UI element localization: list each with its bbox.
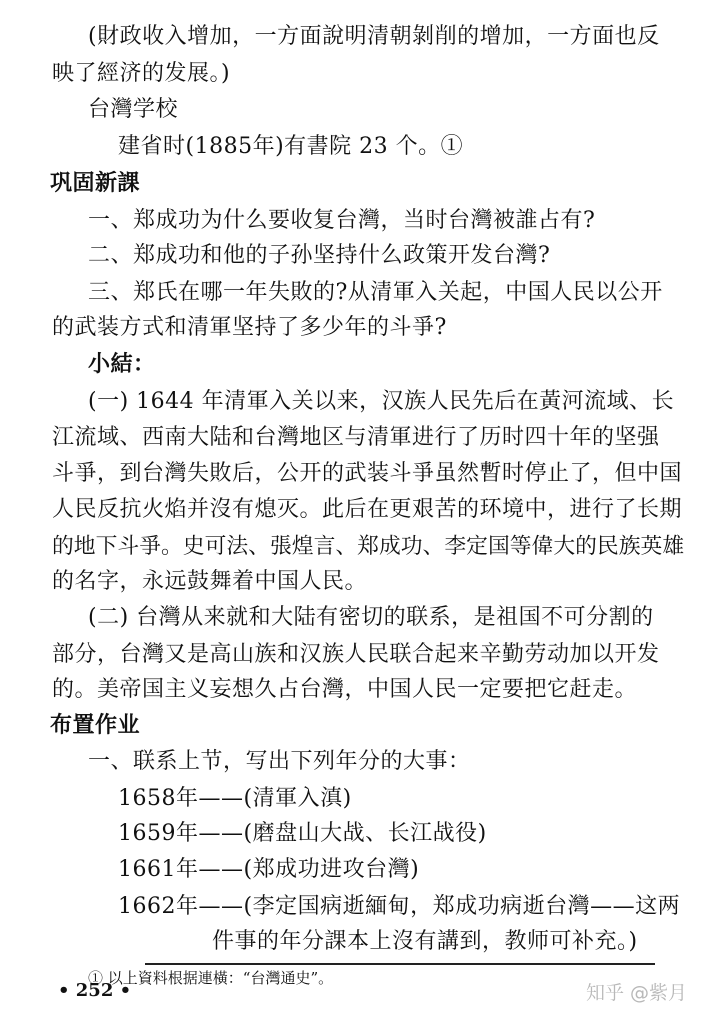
event-1662-line-2: 件事的年分課本上沒有講到，教师可补充。) bbox=[212, 929, 638, 954]
finance-note-line-2: 映了經济的发展。) bbox=[52, 61, 231, 86]
review-question-3-line-1: 三、郑氏在哪一年失敗的?从清軍入关起，中国人民以公开 bbox=[88, 280, 663, 305]
homework-intro: 一、联系上节，写出下列年分的大事： bbox=[88, 749, 471, 774]
watermark: 知乎 @紫月 bbox=[586, 982, 688, 1004]
event-1662-line-1: 1662年——(李定国病逝緬甸，郑成功病逝台灣——这两 bbox=[118, 894, 681, 919]
footnote-divider bbox=[145, 963, 655, 965]
review-question-2: 二、郑成功和他的子孙坚持什么政策开发台灣? bbox=[88, 243, 551, 268]
taiwan-schools-line: 建省时(1885年)有書院 23 个。① bbox=[118, 134, 464, 159]
summary-2-line-3: 的。美帝国主义妄想久占台灣，中国人民一定要把它赶走。 bbox=[52, 677, 638, 702]
event-1659: 1659年——(磨盘山大战、长江战役) bbox=[118, 821, 487, 846]
summary-1-line-4: 人民反抗火焰并沒有熄灭。此后在更艰苦的环境中，进行了长期 bbox=[52, 497, 683, 522]
summary-1-line-3: 斗爭，到台灣失敗后，公开的武装斗爭虽然暫时停止了，但中国 bbox=[52, 461, 683, 486]
summary-2-line-2: 部分，台灣又是高山族和汉族人民联合起来辛勤劳动加以开发 bbox=[52, 642, 660, 667]
summary-2-line-1: (二) 台灣从来就和大陆有密切的联系，是祖国不可分割的 bbox=[88, 605, 654, 630]
review-question-3-line-2: 的武装方式和清軍坚持了多少年的斗爭? bbox=[52, 315, 447, 340]
review-question-1: 一、郑成功为什么要收复台灣，当时台灣被誰占有? bbox=[88, 208, 596, 233]
event-1661: 1661年——(郑成功进攻台灣) bbox=[118, 857, 420, 882]
footnote: ① 以上資料根据連橫：“台灣通史”。 bbox=[88, 969, 334, 987]
review-heading: 巩固新課 bbox=[50, 171, 141, 196]
event-1658: 1658年——(清軍入滇) bbox=[118, 786, 352, 811]
homework-heading: 布置作业 bbox=[50, 713, 141, 738]
summary-1-line-6: 的名字，永远鼓舞着中国人民。 bbox=[52, 569, 368, 594]
summary-1-line-2: 江流域、西南大陆和台灣地区与清軍进行了历时四十年的坚强 bbox=[52, 425, 660, 450]
taiwan-schools-heading: 台灣学校 bbox=[88, 97, 179, 122]
page-number: • 252 • bbox=[58, 980, 132, 1001]
summary-heading: 小結： bbox=[88, 352, 156, 377]
summary-1-line-1: (一) 1644 年清軍入关以来，汉族人民先后在黃河流域、长 bbox=[88, 389, 675, 414]
summary-1-line-5: 的地下斗爭。史可法、張煌言、郑成功、李定国等偉大的民族英雄 bbox=[52, 534, 685, 559]
finance-note-line-1: (財政收入增加，一方面說明清朝剝削的增加，一方面也反 bbox=[88, 24, 660, 49]
